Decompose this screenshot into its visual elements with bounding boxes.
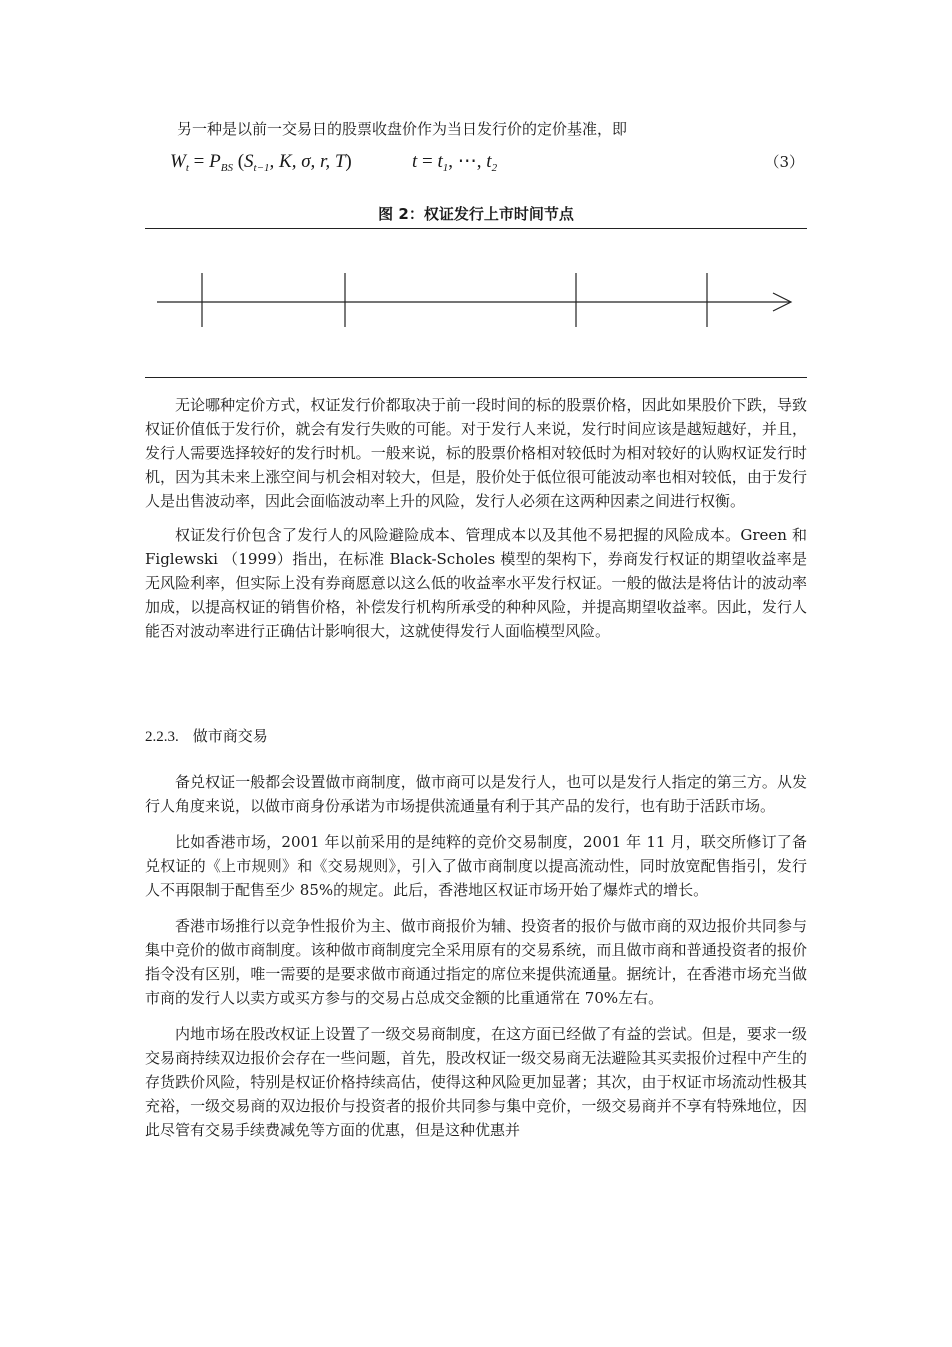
cond-t1-sub: 1 xyxy=(442,162,449,174)
figure-top-rule xyxy=(145,228,807,229)
formula-open-paren: ( xyxy=(232,151,245,172)
cond-t2: t xyxy=(486,151,492,172)
formula-p-sub: BS xyxy=(220,162,233,174)
timeline-diagram xyxy=(145,255,807,355)
cond-t: t xyxy=(412,151,418,172)
formula-w: W xyxy=(170,151,186,172)
formula-s: S xyxy=(244,151,254,172)
body-section-2 xyxy=(145,770,807,1142)
paragraph-1: 无论哪种定价方式，权证发行价都取决于前一段时间的标的股票价格，因此如果股价下跌，导致权证价值低于发行价，就会有发行失败的可能。对于发行人来说，发行时间应该是越短越好，并且，发行人需要选择较好的发行时机。一般来说，标的股票价格相对较低时为相对较好的认购权证发行时机，因为其未来上涨空间与机会相对较大，但是，股价处于低位很可能波动率也相对较低，由于发行人是出售波动率，因此会面临波动率上升的风险，发行人必须在这两种因素之间进行权衡。 xyxy=(145,396,807,510)
pricing-formula xyxy=(170,148,352,182)
section-number: 2.2.3. xyxy=(145,729,179,745)
formula-args: , K, σ, r, T xyxy=(269,151,346,172)
figure-caption: 图 2：权证发行上市时间节点 xyxy=(378,205,574,223)
figure-bottom-rule xyxy=(145,377,807,378)
intro-line: 另一种是以前一交易日的股票收盘价作为当日发行价的定价基准，即 xyxy=(177,120,628,138)
paragraph-5: 香港市场推行以竞争性报价为主、做市商报价为辅、投资者的报价与做市商的双边报价共同参与集中竞价的做市商制度。该种做市商制度完全采用原有的交易系统，而且做市商和普通投资者的报价指令没有区别，唯一需要的是要求做市商通过指定的席位来提供流通量。据统计，在香港市场充当做市商的发行人以卖方或买方参与的交易占总成交金额的比重通常在 70%左右。 xyxy=(145,917,807,1007)
paragraph-4: 比如香港市场，2001 年以前采用的是纯粹的竞价交易制度，2001 年 11 月，联交所修订了备兑权证的《上市规则》和《交易规则》，引入了做市商制度以提高流动性，同时放宽配售指引，发行人不再限制于配售至少 85%的规定。此后，香港地区权证市场开始了爆炸式的增长。 xyxy=(145,833,807,899)
paragraph-6: 内地市场在股改权证上设置了一级交易商制度，在这方面已经做了有益的尝试。但是，要求一级交易商持续双边报价会存在一些问题，首先，股改权证一级交易商无法避险其买卖报价过程中产生的存货跌价风险，特别是权证价格持续高估，使得这种风险更加显著；其次，由于权证市场流动性极其充裕，一级交易商的双边报价与投资者的报价共同参与集中竞价，一级交易商并不享有特殊地位，因此尽管有交易手续费减免等方面的优惠，但是这种优惠并 xyxy=(145,1025,807,1139)
formula-s-sub: t−1 xyxy=(253,162,270,174)
cond-equals: = xyxy=(417,151,438,172)
equation-number: （3） xyxy=(764,153,804,171)
paragraph-3: 备兑权证一般都会设置做市商制度，做市商可以是发行人，也可以是发行人指定的第三方。从发行人角度来说，以做市商身份承诺为市场提供流通量有利于其产品的发行，也有助于活跃市场。 xyxy=(145,773,807,815)
paragraph-2: 权证发行价包含了发行人的风险避险成本、管理成本以及其他不易把握的风险成本。Green 和 Figlewski （1999）指出，在标准 Black-Scholes 模型的架构下，券商发行权证的期望收益率是无风险利率，但实际上没有券商愿意以这么低的收益率水平发行权证。一般的做法是将估计的波动率加成，以提高权证的销售价格，补偿发行机构所承受的种种风险，并提高期望收益率。因此，发行人能否对波动率进行正确估计影响很大，这就使得发行人面临模型风险。 xyxy=(145,526,807,640)
section-title: 做市商交易 xyxy=(192,727,268,745)
cond-dots: , ⋯, xyxy=(448,151,487,172)
section-heading xyxy=(145,724,268,749)
formula-w-sub: t xyxy=(185,162,189,174)
formula-condition xyxy=(412,148,497,182)
cond-t1: t xyxy=(437,151,443,172)
cond-t2-sub: 2 xyxy=(491,162,498,174)
formula-p: P xyxy=(209,151,221,172)
body-section-1 xyxy=(145,393,807,643)
formula-close-paren: ) xyxy=(345,151,352,172)
formula-equals: = xyxy=(188,151,210,172)
